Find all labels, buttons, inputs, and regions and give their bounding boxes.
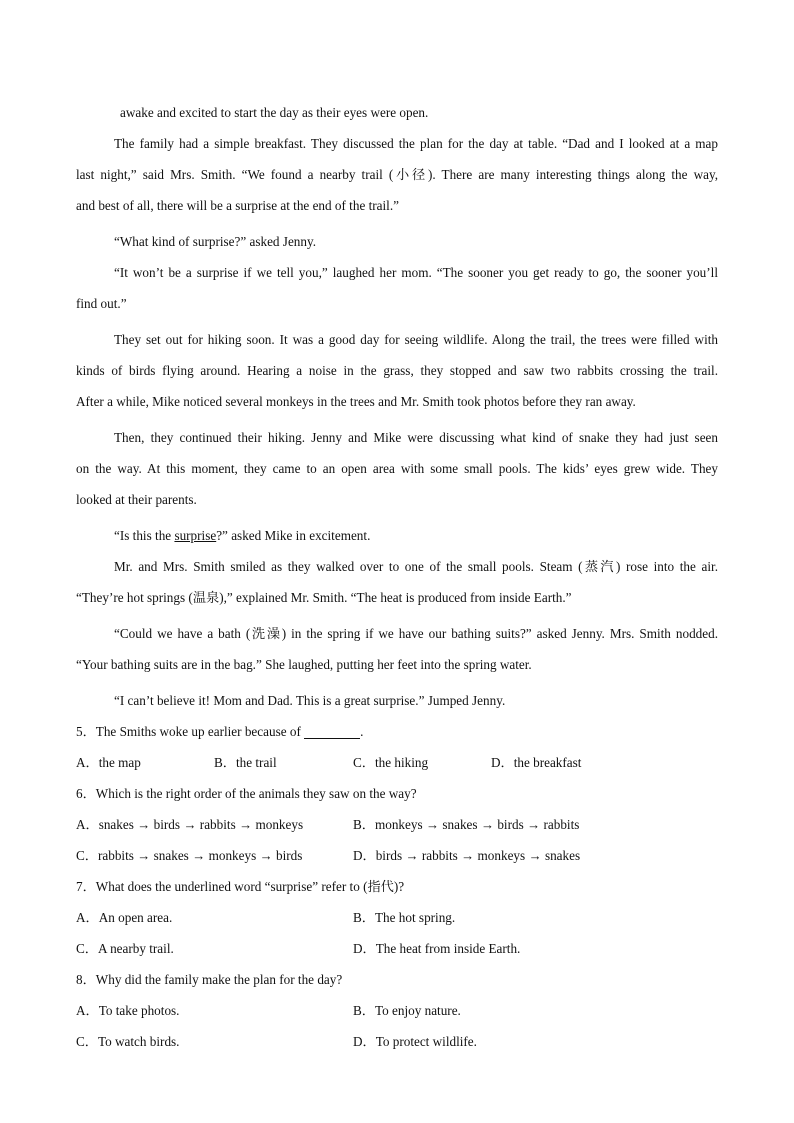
text-span: . xyxy=(360,724,364,739)
text-span: ?” asked Mike in excitement. xyxy=(216,528,371,543)
paragraph xyxy=(76,131,718,224)
passage-line: find out.” xyxy=(76,296,127,311)
options-row xyxy=(76,812,718,843)
option-d[interactable]: D．the breakfast xyxy=(491,755,582,770)
paragraph xyxy=(76,621,718,683)
option-c[interactable]: C．the hiking xyxy=(353,755,429,770)
passage-line: last night,” said Mrs. Smith. “We found a nearby trail (小径). There are many interesting things along the way, xyxy=(76,167,718,182)
option-b[interactable]: B．monkeys → snakes → birds → rabbits xyxy=(353,817,580,832)
option-c[interactable]: C．A nearby trail. xyxy=(76,941,174,956)
option-a[interactable]: A．snakes → birds → rabbits → monkeys xyxy=(76,817,304,832)
passage-line: The family had a simple breakfast. They discussed the plan for the day at table. “Dad and I looked at a map xyxy=(114,136,718,151)
option-a[interactable]: A．the map xyxy=(76,755,141,770)
worksheet-page xyxy=(76,100,718,1060)
option-d[interactable]: D．The heat from inside Earth. xyxy=(353,941,521,956)
question-stem xyxy=(76,719,718,750)
option-c[interactable]: C．rabbits → snakes → monkeys → birds xyxy=(76,848,303,863)
passage-line: on the way. At this moment, they came to an open area with some small pools. The kids’ eyes grew wide. They xyxy=(76,461,718,476)
option-d[interactable]: D．To protect wildlife. xyxy=(353,1034,477,1049)
options-row xyxy=(76,905,718,936)
passage-line xyxy=(76,523,718,554)
passage-line: “Your bathing suits are in the bag.” She laughed, putting her feet into the spring water. xyxy=(76,657,532,672)
paragraph xyxy=(76,327,718,420)
passage-line: “I can’t believe it! Mom and Dad. This is a great surprise.” Jumped Jenny. xyxy=(114,693,506,708)
passage-line: looked at their parents. xyxy=(76,492,197,507)
passage-line: “They’re hot springs (温泉),” explained Mr. Smith. “The heat is produced from inside Earth.” xyxy=(76,590,572,605)
passage-line: “Could we have a bath (洗澡) in the spring if we have our bathing suits?” asked Jenny. Mrs. Smith nodded. xyxy=(114,626,718,641)
passage-line: After a while, Mike noticed several monkeys in the trees and Mr. Smith took photos before they ran away. xyxy=(76,394,636,409)
passage-line: “What kind of surprise?” asked Jenny. xyxy=(114,234,317,249)
option-b[interactable]: B．The hot spring. xyxy=(353,910,456,925)
passage-line: “It won’t be a surprise if we tell you,” laughed her mom. “The sooner you get ready to go, the sooner you’ll xyxy=(114,265,718,280)
passage-line: kinds of birds flying around. Hearing a noise in the grass, they stopped and saw two rabbits crossing the trail. xyxy=(76,363,718,378)
option-c[interactable]: C．To watch birds. xyxy=(76,1034,180,1049)
option-b[interactable]: B．the trail xyxy=(214,755,277,770)
question-stem: 7．What does the underlined word “surprise” refer to (指代)? xyxy=(76,879,405,894)
options-row xyxy=(76,750,718,781)
option-b[interactable]: B．To enjoy nature. xyxy=(353,1003,461,1018)
options-row xyxy=(76,843,718,874)
options-row xyxy=(76,998,718,1029)
text-span: 5．The Smiths woke up earlier because of xyxy=(76,724,305,739)
paragraph xyxy=(76,425,718,518)
question-stem: 6．Which is the right order of the animals they saw on the way? xyxy=(76,786,417,801)
paragraph xyxy=(76,260,718,322)
text-span: “Is this the xyxy=(114,528,175,543)
passage-line: Mr. and Mrs. Smith smiled as they walked over to one of the small pools. Steam (蒸汽) rose into the air. xyxy=(114,559,718,574)
answer-blank[interactable] xyxy=(304,722,360,739)
passage-line: They set out for hiking soon. It was a good day for seeing wildlife. Along the trail, the trees were filled with xyxy=(114,332,718,347)
paragraph xyxy=(76,554,718,616)
option-a[interactable]: A．To take photos. xyxy=(76,1003,180,1018)
option-a[interactable]: A．An open area. xyxy=(76,910,173,925)
option-d[interactable]: D．birds → rabbits → monkeys → snakes xyxy=(353,848,581,863)
passage-line: Then, they continued their hiking. Jenny and Mike were discussing what kind of snake they had just seen xyxy=(114,430,718,445)
passage-line: and best of all, there will be a surprise at the end of the trail.” xyxy=(76,198,399,213)
question-stem: 8．Why did the family make the plan for the day? xyxy=(76,972,343,987)
options-row xyxy=(76,936,718,967)
underlined-word: surprise xyxy=(174,528,217,543)
passage-line: awake and excited to start the day as their eyes were open. xyxy=(120,105,429,120)
options-row xyxy=(76,1029,718,1060)
